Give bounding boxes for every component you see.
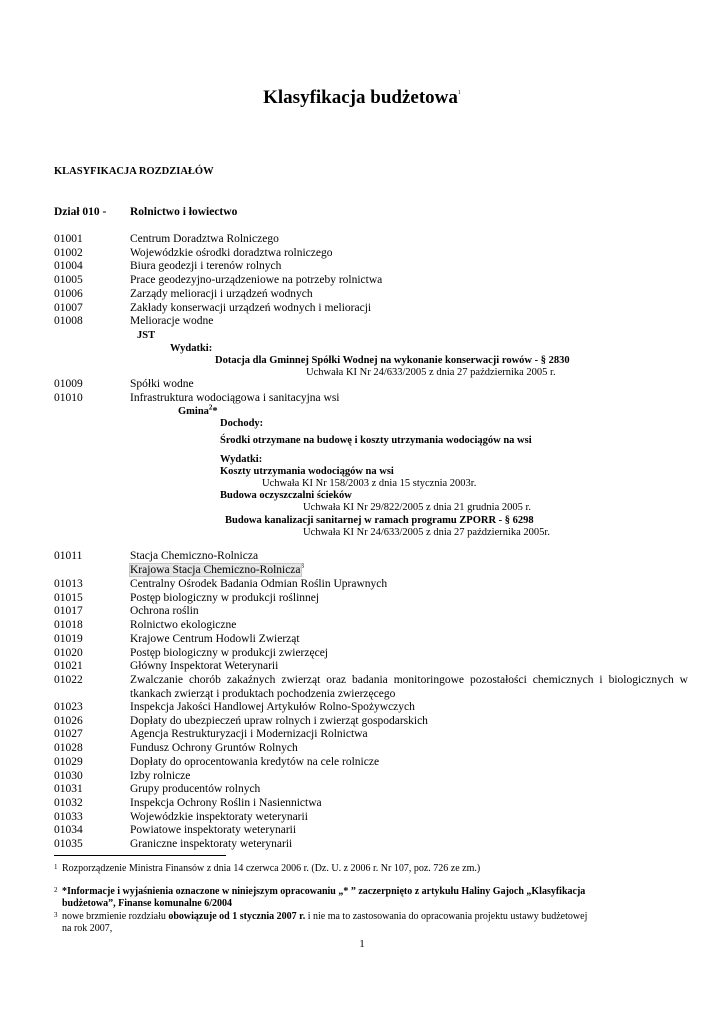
- list-item: [54, 674, 688, 702]
- chapter-code: 01033: [54, 810, 83, 823]
- chapter-name: Dopłaty do ubezpieczeń upraw rolnych i zwierząt gospodarskich: [130, 714, 428, 727]
- expense-item: Koszty utrzymania wodociągów na wsi: [220, 466, 394, 477]
- chapter-name: Inspekcja Ochrony Roślin i Nasiennictwa: [130, 796, 322, 809]
- chapter-name: Postęp biologiczny w produkcji roślinnej: [130, 591, 320, 604]
- footnote-ref: 3: [300, 562, 305, 571]
- resolution: Uchwała KI Nr 24/633/2005 z dnia 27 października 2005 r.: [306, 367, 556, 378]
- chapter-code: 01005: [54, 274, 83, 287]
- dzial-name: Rolnictwo i łowiectwo: [130, 206, 238, 218]
- footnote-ref: 1: [457, 90, 461, 96]
- chapter-name-new: [130, 564, 304, 578]
- chapter-name: Dopłaty do oprocentowania kredytów na cele rolnicze: [130, 755, 380, 768]
- chapter-code: 01015: [54, 591, 83, 604]
- chapter-code: 01035: [54, 838, 83, 850]
- wydatki-label: Wydatki:: [170, 343, 213, 354]
- chapter-name: Melioracje wodne: [130, 315, 214, 328]
- footnote-number: 2: [54, 886, 58, 894]
- footnote-2-continued: budżetowa”, Finanse komunalne 6/2004: [62, 898, 233, 909]
- chapter-name: Fundusz Ochrony Gruntów Rolnych: [130, 742, 298, 755]
- footnote-text: [62, 911, 688, 923]
- chapter-name: Rolnictwo ekologiczne: [130, 619, 237, 632]
- chapter-code: 01004: [54, 260, 83, 273]
- chapter-code: 01029: [54, 755, 83, 768]
- chapter-code: 01002: [54, 246, 83, 259]
- chapter-code: 01028: [54, 742, 83, 755]
- chapter-name: Centrum Doradztwa Rolniczego: [130, 233, 279, 245]
- chapter-name: Grupy producentów rolnych: [130, 783, 261, 796]
- chapter-code: 01026: [54, 714, 83, 727]
- chapter-name: Graniczne inspektoraty weterynarii: [130, 838, 293, 850]
- chapter-code: 01008: [54, 315, 83, 328]
- expense-item: Dotacja dla Gminnej Spółki Wodnej na wykonanie konserwacji rowów - § 2830: [215, 355, 570, 366]
- chapter-name: Główny Inspektorat Weterynarii: [130, 660, 279, 673]
- chapter-name: Wojewódzkie ośrodki doradztwa rolniczego: [130, 246, 333, 259]
- chapter-name: Biura geodezji i terenów rolnych: [130, 260, 282, 273]
- chapter-name: Prace geodezyjno-urządzeniowe na potrzeby rolnictwa: [130, 274, 383, 287]
- gmina-label: [178, 405, 218, 418]
- chapter-name: Spółki wodne: [130, 378, 194, 390]
- expense-item: Budowa oczyszczalni ścieków: [220, 490, 352, 501]
- revenue-item: Środki otrzymane na budowę i koszty utrzymania wodociągów na wsi: [220, 435, 532, 446]
- page-number: 1: [359, 938, 365, 950]
- chapter-code: 01009: [54, 378, 83, 390]
- section-heading: KLASYFIKACJA ROZDZIAŁÓW: [54, 166, 214, 177]
- chapter-name: Inspekcja Jakości Handlowej Artykułów Rolno-Spożywczych: [130, 701, 415, 713]
- chapter-code: 01013: [54, 578, 83, 590]
- footnote-text: *Informacje i wyjaśnienia oznaczone w niniejszym opracowaniu „* ” zaczerpnięto z artykułu Haliny Gajoch „Klasyfikacja: [62, 886, 586, 897]
- chapter-name: Infrastruktura wodociągowa i sanitacyjna wsi: [130, 391, 340, 404]
- chapter-code: 01022: [54, 674, 83, 686]
- chapter-name: Izby rolnicze: [130, 769, 191, 782]
- footnote-part: nowe brzmienie rozdziału: [62, 911, 169, 922]
- wydatki-label: Wydatki:: [220, 454, 263, 465]
- chapter-name: Zwalczanie chorób zakaźnych zwierząt oraz badania monitoringowe pozostałości chemicznych i biologicznych w tkankach zwierząt i produktach pochodzenia zwierzęcego: [130, 674, 688, 700]
- footnote-number: 1: [54, 863, 58, 871]
- footnote-emphasis: obowiązuje od 1 stycznia 2007 r.: [168, 911, 306, 922]
- footnote-divider: [54, 855, 226, 856]
- chapter-code: 01010: [54, 391, 83, 404]
- chapter-name: Ochrona roślin: [130, 605, 199, 618]
- chapter-name: Powiatowe inspektoraty weterynarii: [130, 824, 297, 837]
- chapter-code: 01018: [54, 619, 83, 632]
- chapter-code: 01027: [54, 728, 83, 741]
- page-title: [0, 87, 724, 109]
- gmina-text: Gmina: [178, 406, 209, 417]
- dzial-code: Dział 010 -: [54, 206, 107, 218]
- chapter-name: Zakłady konserwacji urządzeń wodnych i melioracji: [130, 301, 372, 314]
- dochody-label: Dochody:: [220, 418, 264, 429]
- chapter-code: 01011: [54, 550, 83, 562]
- resolution: Uchwała KI Nr 24/633/2005 z dnia 27 października 2005r.: [303, 527, 550, 538]
- chapter-code: 01023: [54, 701, 83, 713]
- chapter-name: Wojewódzkie inspektoraty weterynarii: [130, 810, 308, 823]
- asterisk-mark: *: [212, 406, 218, 417]
- chapter-code: 01019: [54, 632, 83, 645]
- chapter-name: Stacja Chemiczno-Rolnicza: [130, 550, 259, 562]
- title-text: Klasyfikacja budżetowa: [263, 87, 458, 108]
- footnote-3-continued: na rok 2007,: [62, 923, 113, 934]
- chapter-code: 01007: [54, 301, 83, 314]
- chapter-code: 01017: [54, 605, 83, 618]
- resolution: Uchwała KI Nr 158/2003 z dnia 15 stycznia 2003r.: [262, 478, 477, 489]
- highlighted-text: Krajowa Stacja Chemiczno-Rolnicza: [130, 564, 301, 576]
- chapter-name: Postęp biologiczny w produkcji zwierzęcej: [130, 646, 328, 659]
- footnote-part: i nie ma to zastosowania do opracowania projektu ustawy budżetowej: [305, 911, 588, 922]
- chapter-code: 01032: [54, 796, 83, 809]
- chapter-code: 01020: [54, 646, 83, 659]
- chapter-code: 01001: [54, 233, 83, 245]
- chapter-name: Zarządy melioracji i urządzeń wodnych: [130, 287, 313, 300]
- footnote-number: 3: [54, 911, 58, 919]
- chapter-code: 01030: [54, 769, 83, 782]
- resolution: Uchwała KI Nr 29/822/2005 z dnia 21 grudnia 2005 r.: [303, 502, 532, 513]
- footnote-ref: 2: [208, 403, 213, 412]
- chapter-code: 01031: [54, 783, 83, 796]
- chapter-name: Centralny Ośrodek Badania Odmian Roślin Uprawnych: [130, 578, 388, 590]
- chapter-name: Krajowe Centrum Hodowli Zwierząt: [130, 632, 300, 645]
- chapter-code: 01021: [54, 660, 83, 673]
- chapter-code: 01034: [54, 824, 83, 837]
- jst-label: JST: [137, 330, 156, 341]
- footnote-text: Rozporządzenie Ministra Finansów z dnia 14 czerwca 2006 r. (Dz. U. z 2006 r. Nr 107, poz. 726 ze zm.): [62, 863, 481, 874]
- chapter-code: 01006: [54, 287, 83, 300]
- chapter-name: Agencja Restrukturyzacji i Modernizacji Rolnictwa: [130, 728, 368, 741]
- expense-item: Budowa kanalizacji sanitarnej w ramach programu ZPORR - § 6298: [225, 515, 534, 526]
